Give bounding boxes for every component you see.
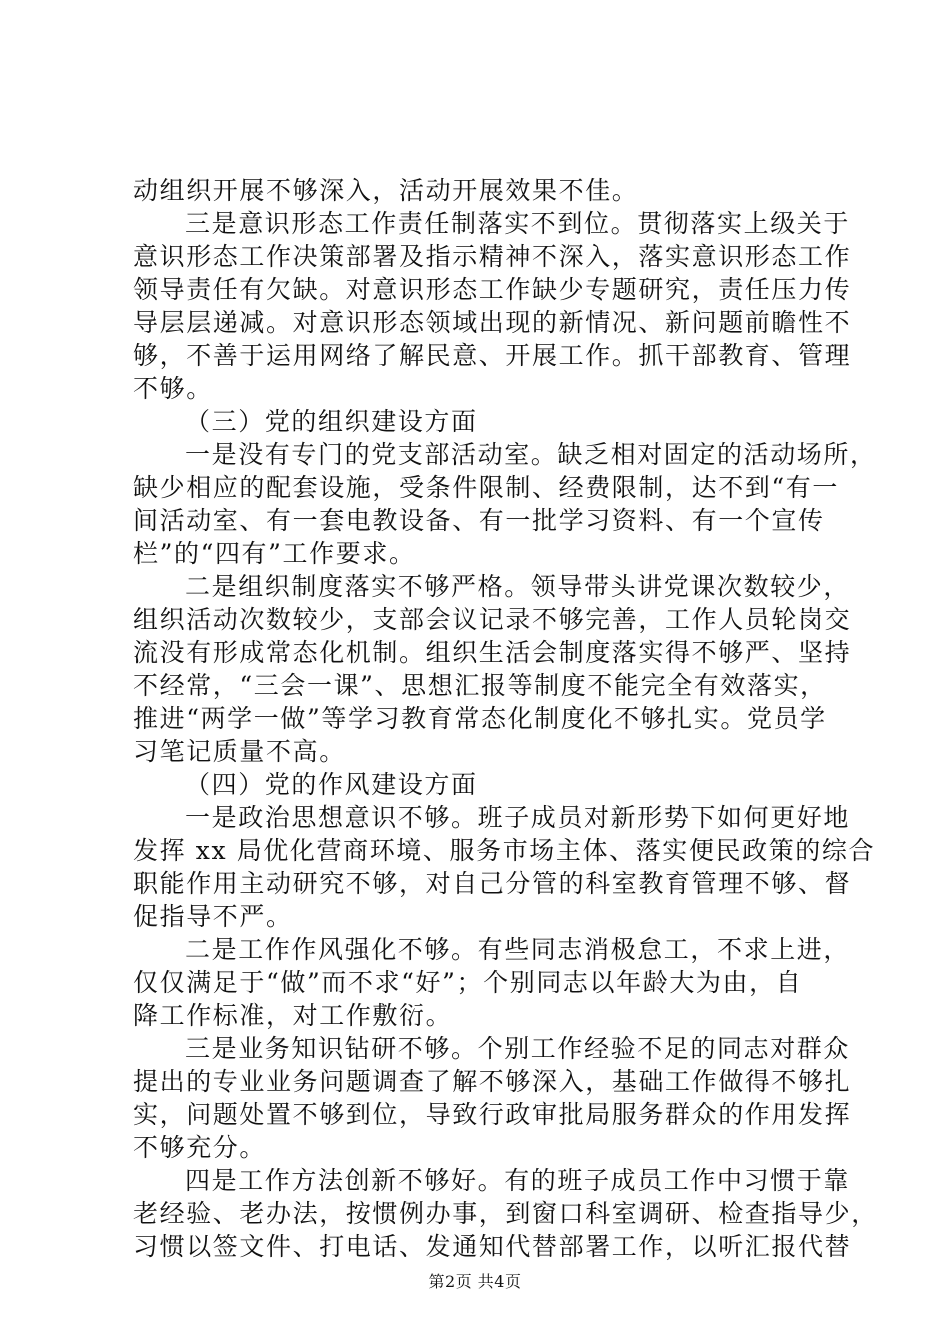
text-line: 领导责任有欠缺。对意识形态工作缺少专题研究，责任压力传	[133, 275, 852, 304]
text-line: 老经验、老办法，按惯例办事，到窗口科室调研、检查指导少，	[133, 1199, 878, 1228]
text-line: 间活动室、有一套电教设备、有一批学习资料、有一个宣传	[133, 506, 825, 535]
text-line: 意识形态工作决策部署及指示精神不深入，落实意识形态工作	[133, 242, 852, 271]
text-line: 流没有形成常态化机制。组织生活会制度落实得不够严、坚持	[133, 638, 852, 667]
text-line: 职能作用主动研究不够，对自己分管的科室教育管理不够、督	[133, 869, 852, 898]
text-line: 够，不善于运用网络了解民意、开展工作。抓干部教育、管理	[133, 341, 852, 370]
text-line: 仅仅满足于“做”而不求“好”；个别同志以年龄大为由，自	[133, 968, 803, 997]
text-line: 组织活动次数较少，支部会议记录不够完善，工作人员轮岗交	[133, 605, 852, 634]
text-line: 降工作标准，对工作敷衍。	[133, 1001, 453, 1030]
text-line: 习惯以签文件、打电话、发通知代替部署工作，以听汇报代替	[133, 1232, 852, 1261]
text-line: 习笔记质量不高。	[133, 737, 346, 766]
text-line: 栏”的“四有”工作要求。	[133, 539, 416, 568]
section-heading: （三）党的组织建设方面	[185, 407, 478, 436]
paragraph-first-line: 四是工作方法创新不够好。有的班子成员工作中习惯于靠	[185, 1166, 851, 1195]
paragraph-first-line: 三是业务知识钻研不够。个别工作经验不足的同志对群众	[185, 1034, 851, 1063]
paragraph-first-line: 三是意识形态工作责任制落实不到位。贯彻落实上级关于	[185, 209, 851, 238]
text-line: 动组织开展不够深入，活动开展效果不佳。	[133, 176, 639, 205]
paragraph-first-line: 一是没有专门的党支部活动室。缺乏相对固定的活动场所，	[185, 440, 877, 469]
text-line: 发挥 xx 局优化营商环境、服务市场主体、落实便民政策的综合	[133, 836, 876, 865]
text-line: 缺少相应的配套设施，受条件限制、经费限制，达不到“有一	[133, 473, 839, 502]
paragraph-first-line: 二是工作作风强化不够。有些同志消极怠工，不求上进，	[185, 935, 851, 964]
text-line: 不经常，“三会一课”、思想汇报等制度不能完全有效落实，	[133, 671, 827, 700]
text-line: 实，问题处置不够到位，导致行政审批局服务群众的作用发挥	[133, 1100, 852, 1129]
section-heading: （四）党的作风建设方面	[185, 770, 478, 799]
text-line: 促指导不严。	[133, 902, 293, 931]
text-line: 导层层递减。对意识形态领域出现的新情况、新问题前瞻性不	[133, 308, 852, 337]
text-line: 不够充分。	[133, 1133, 267, 1162]
text-line: 推进“两学一做”等学习教育常态化制度化不够扎实。党员学	[133, 704, 827, 733]
text-line: 不够。	[133, 374, 213, 403]
paragraph-first-line: 一是政治思想意识不够。班子成员对新形势下如何更好地	[185, 803, 851, 832]
page-footer: 第2页 共4页	[428, 1272, 522, 1291]
paragraph-first-line: 二是组织制度落实不够严格。领导带头讲党课次数较少，	[185, 572, 851, 601]
text-line: 提出的专业业务问题调查了解不够深入，基础工作做得不够扎	[133, 1067, 852, 1096]
